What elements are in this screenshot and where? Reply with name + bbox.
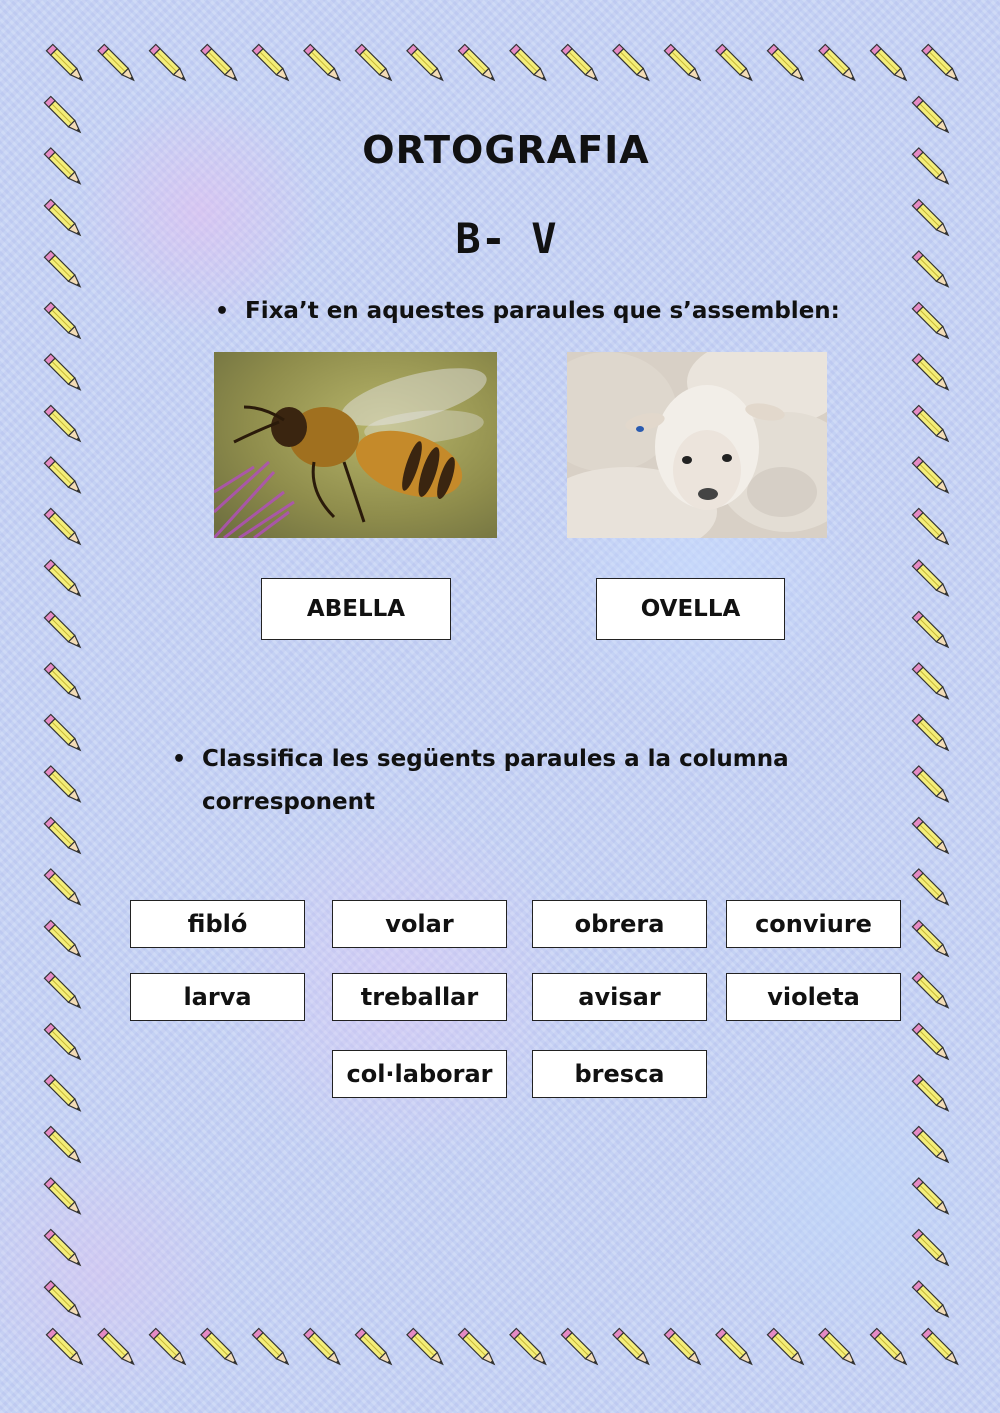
pencil-icon [44,1281,83,1320]
pencil-icon [767,1328,806,1367]
pencil-icon [912,1229,951,1268]
pencil-icon [912,302,951,341]
pencil-icon [912,1281,951,1320]
pencil-icon [870,44,909,83]
pencil-icon [912,714,951,753]
pencil-icon [252,1328,291,1367]
word-card-larva[interactable]: larva [130,973,305,1021]
abella-label: ABELLA [261,578,451,640]
pencil-icon [912,1023,951,1062]
word-card-violeta[interactable]: violeta [726,973,901,1021]
word-card-collaborar[interactable]: col·laborar [332,1050,507,1098]
instruction-2 [172,738,842,824]
pencil-icon [44,920,83,959]
pencil-icon [912,611,951,650]
word-card-treballar[interactable]: treballar [332,973,507,1021]
instruction-2-line1: Classifica les següents paraules a la columna [202,746,789,772]
pencil-icon [98,1328,137,1367]
pencil-icon [922,1328,961,1367]
pencil-icon [44,1178,83,1217]
pencil-icon [304,1328,343,1367]
pencil-icon [44,869,83,908]
pencil-icon [44,508,83,547]
pencil-icon [44,972,83,1011]
pencil-icon [912,817,951,856]
pencil-icon [44,663,83,702]
pencil-icon [912,920,951,959]
pencil-icon [912,405,951,444]
pencil-icon [46,44,85,83]
ovella-label: OVELLA [596,578,785,640]
pencil-icon [912,457,951,496]
pencil-icon [44,405,83,444]
pencil-icon [98,44,137,83]
pencil-icon [510,44,549,83]
instruction-1 [215,290,865,333]
pencil-icon [44,1023,83,1062]
pencil-icon [44,1229,83,1268]
pencil-icon [510,1328,549,1367]
page-subtitle: B- V [455,214,557,263]
pencil-icon [44,457,83,496]
pencil-icon [716,44,755,83]
instruction-2-line2: corresponent [202,789,376,815]
pencil-icon [819,1328,858,1367]
pencil-icon [355,1328,394,1367]
pencil-icon [561,1328,600,1367]
pencil-icon [149,44,188,83]
pencil-icon [149,1328,188,1367]
pencil-icon [613,44,652,83]
word-card-conviure[interactable]: conviure [726,900,901,948]
pencil-icon [912,1075,951,1114]
pencil-icon [44,302,83,341]
word-card-obrera[interactable]: obrera [532,900,707,948]
pencil-icon [201,1328,240,1367]
pencil-icon [912,560,951,599]
pencil-icon [613,1328,652,1367]
pencil-icon [912,766,951,805]
pencil-icon [407,44,446,83]
pencil-icon [664,44,703,83]
word-card-fiblo[interactable]: fibló [130,900,305,948]
pencil-icon [716,1328,755,1367]
pencil-icon [44,817,83,856]
word-card-bresca[interactable]: bresca [532,1050,707,1098]
pencil-icon [912,972,951,1011]
bullet-icon: • [215,299,230,324]
pencil-icon [912,869,951,908]
page-title: ORTOGRAFIA [362,128,650,172]
pencil-icon [912,1178,951,1217]
pencil-icon [44,766,83,805]
pencil-icon [46,1328,85,1367]
pencil-icon [44,1075,83,1114]
pencil-icon [912,663,951,702]
pencil-icon [870,1328,909,1367]
pencil-icon [458,44,497,83]
pencil-icon [201,44,240,83]
pencil-icon [407,1328,446,1367]
pencil-icon [922,44,961,83]
pencil-icon [44,1126,83,1165]
sheep-photo [567,352,827,538]
pencil-icon [767,44,806,83]
word-card-avisar[interactable]: avisar [532,973,707,1021]
word-card-volar[interactable]: volar [332,900,507,948]
pencil-icon [912,354,951,393]
pencil-icon [44,354,83,393]
pencil-icon [304,44,343,83]
pencil-icon [355,44,394,83]
instruction-1-text: Fixa’t en aquestes paraules que s’assemblen: [245,298,840,324]
pencil-icon [561,44,600,83]
pencil-icon [664,1328,703,1367]
pencil-icon [912,1126,951,1165]
pencil-icon [44,714,83,753]
pencil-icon [819,44,858,83]
pencil-icon [44,611,83,650]
pencil-icon [912,508,951,547]
pencil-icon [44,560,83,599]
bullet-icon: • [172,747,187,772]
pencil-icon [252,44,291,83]
pencil-icon [458,1328,497,1367]
bee-photo [214,352,497,538]
